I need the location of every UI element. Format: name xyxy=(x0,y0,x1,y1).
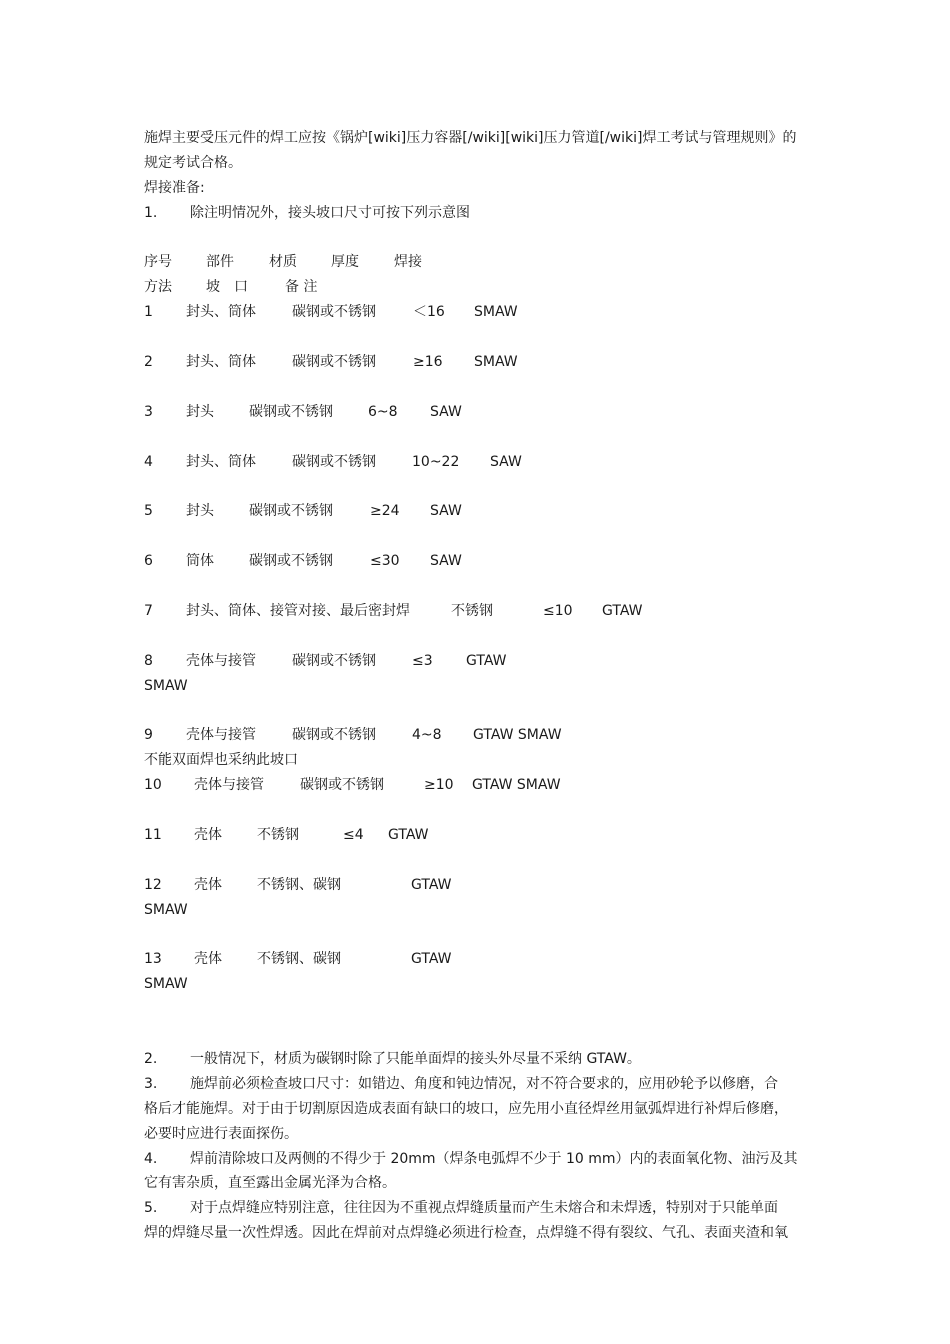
table-cell: 4~8 xyxy=(412,727,442,744)
list-item-number: 5. xyxy=(144,1200,158,1217)
table-cell: 碳钢或不锈钢 xyxy=(249,553,333,570)
table-row-continuation: SMAW xyxy=(144,976,188,993)
table-cell: 封头、筒体 xyxy=(186,354,256,371)
blank-line xyxy=(144,848,810,873)
table-cell: GTAW xyxy=(411,951,452,968)
table-cell: 10~22 xyxy=(412,453,460,470)
table-cell: 封头、筒体 xyxy=(186,304,256,321)
blank-line xyxy=(144,698,810,723)
list-item-text: 焊前清除坡口及两侧的不得少于 20mm（焊条电弧焊不少于 10 mm）内的表面氧化物、油污及其 xyxy=(190,1150,798,1167)
list-item-number: 3. xyxy=(144,1075,158,1092)
blank-line xyxy=(144,1022,810,1047)
table-cell: 不锈钢 xyxy=(257,826,299,843)
table-body xyxy=(144,300,810,1022)
table-cell: 2 xyxy=(144,354,153,371)
table-row xyxy=(144,549,810,574)
table-header-row xyxy=(144,275,810,300)
table-cell: 壳体 xyxy=(194,951,222,968)
table-cell: 壳体与接管 xyxy=(194,777,264,794)
table-cell: 壳体 xyxy=(194,876,222,893)
table-cell: ≥16 xyxy=(413,354,443,371)
list-item-number: 2. xyxy=(144,1050,158,1067)
blank-line xyxy=(144,325,810,350)
list-item-line xyxy=(144,1072,810,1097)
table-cell: 不锈钢、碳钢 xyxy=(257,951,341,968)
table-cell: 碳钢或不锈钢 xyxy=(292,453,376,470)
table-cell: 碳钢或不锈钢 xyxy=(292,304,376,321)
table-cell: 13 xyxy=(144,951,162,968)
list-item-line xyxy=(144,1047,810,1072)
table-row xyxy=(144,599,810,624)
list-item-text: 格后才能施焊。对于由于切割原因造成表面有缺口的坡口，应先用小直径焊丝用氩弧焊进行补焊后修磨， xyxy=(144,1100,788,1117)
table-cell: 壳体与接管 xyxy=(186,652,256,669)
table-header-cell: 备 注 xyxy=(285,279,318,296)
table-row xyxy=(144,350,810,375)
table-row xyxy=(144,873,810,898)
blank-line xyxy=(144,798,810,823)
list-item-text: 必要时应进行表面探伤。 xyxy=(144,1125,298,1142)
table-cell: ≤4 xyxy=(343,826,364,843)
table-cell: 碳钢或不锈钢 xyxy=(300,777,384,794)
table-row-continuation: 不能双面焊也采纳此坡口 xyxy=(144,752,298,769)
table-cell: SMAW xyxy=(474,304,518,321)
table-cell: 12 xyxy=(144,876,162,893)
table-cell: 5 xyxy=(144,503,153,520)
table-cell: GTAW xyxy=(602,602,643,619)
table-cell: ＜16 xyxy=(413,304,445,321)
list-item-text: 焊的焊缝尽量一次性焊透。因此在焊前对点焊缝必须进行检查，点焊缝不得有裂纹、气孔、表面夹渣和氧 xyxy=(144,1225,788,1242)
table-row-continuation: SMAW xyxy=(144,677,188,694)
table-header-cell: 材质 xyxy=(269,254,297,271)
blank-line xyxy=(144,226,810,251)
table-cell: 6 xyxy=(144,553,153,570)
table-header-cell: 坡 口 xyxy=(206,279,248,296)
table-row xyxy=(144,649,810,674)
list-item-line xyxy=(144,1221,810,1246)
table-cell: SMAW xyxy=(474,354,518,371)
table-row xyxy=(144,400,810,425)
list-item-text: 它有害杂质，直至露出金属光泽为合格。 xyxy=(144,1175,396,1192)
table-cell: GTAW xyxy=(466,652,507,669)
table-cell: ≤10 xyxy=(543,602,573,619)
list-item xyxy=(144,201,810,226)
list-item-line xyxy=(144,1122,810,1147)
intro-line: 规定考试合格。 xyxy=(144,154,242,171)
table-row xyxy=(144,300,810,325)
table-cell: SAW xyxy=(490,453,522,470)
table-cell: SAW xyxy=(430,553,462,570)
table-header-cell: 焊接 xyxy=(394,254,422,271)
table-cell: 4 xyxy=(144,453,153,470)
list-item-number: 4. xyxy=(144,1150,158,1167)
list-item-line xyxy=(144,1147,810,1172)
table-cell: 碳钢或不锈钢 xyxy=(292,652,376,669)
table-cell: 壳体 xyxy=(194,826,222,843)
blank-line xyxy=(144,425,810,450)
table-header-cell: 序号 xyxy=(144,254,172,271)
intro-line: 施焊主要受压元件的焊工应按《锅炉[wiki]压力容器[/wiki][wiki]压力管道[/wiki]焊工考试与管理规则》的 xyxy=(144,130,797,146)
blank-line xyxy=(144,574,810,599)
table-row xyxy=(144,823,810,848)
table-cell: ≥10 xyxy=(424,777,454,794)
table-cell: GTAW SMAW xyxy=(472,777,561,794)
table-cell: SAW xyxy=(430,503,462,520)
table-cell: ≥24 xyxy=(370,503,400,520)
table-cell: GTAW xyxy=(411,876,452,893)
table-row xyxy=(144,450,810,475)
numbered-list xyxy=(144,1047,810,1246)
table-row-continuation: SMAW xyxy=(144,901,188,918)
table-cell: 碳钢或不锈钢 xyxy=(292,354,376,371)
list-item-line xyxy=(144,1196,810,1221)
table-cell: 10 xyxy=(144,777,162,794)
list-item-text: 一般情况下，材质为碳钢时除了只能单面焊的接头外尽量不采纳 GTAW。 xyxy=(190,1050,641,1067)
blank-line xyxy=(144,624,810,649)
list-item-text: 对于点焊缝应特别注意，往往因为不重视点焊缝质量而产生未熔合和未焊透，特别对于只能单面 xyxy=(190,1200,778,1217)
table-row xyxy=(144,499,810,524)
list-item-number: 1. xyxy=(144,204,158,221)
table-row xyxy=(144,773,810,798)
list-item-text: 除注明情况外，接头坡口尺寸可按下列示意图 xyxy=(190,204,470,221)
table-cell: 碳钢或不锈钢 xyxy=(249,503,333,520)
list-item-line xyxy=(144,1097,810,1122)
blank-line xyxy=(144,923,810,948)
table-header-row xyxy=(144,250,810,275)
blank-line xyxy=(144,474,810,499)
blank-line xyxy=(144,997,810,1022)
table-cell: 壳体与接管 xyxy=(186,727,256,744)
table-cell: 1 xyxy=(144,304,153,321)
table-cell: SAW xyxy=(430,403,462,420)
table-cell: 6~8 xyxy=(368,403,398,420)
table-cell: ≤30 xyxy=(370,553,400,570)
table-cell: 9 xyxy=(144,727,153,744)
table-cell: 不锈钢 xyxy=(451,602,493,619)
table-cell: 封头 xyxy=(186,403,214,420)
table-cell: 3 xyxy=(144,403,153,420)
table-cell: 7 xyxy=(144,602,153,619)
table-cell: 11 xyxy=(144,826,162,843)
document-body xyxy=(144,126,810,1246)
table-cell: GTAW xyxy=(388,826,429,843)
table-cell: 筒体 xyxy=(186,553,214,570)
table-header-cell: 方法 xyxy=(144,279,172,296)
blank-line xyxy=(144,524,810,549)
table-cell: ≤3 xyxy=(412,652,433,669)
table-header-cell: 厚度 xyxy=(331,254,359,271)
section-heading: 焊接准备: xyxy=(144,179,205,196)
table-cell: 封头、筒体、接管对接、最后密封焊 xyxy=(186,602,410,619)
table-cell: 碳钢或不锈钢 xyxy=(292,727,376,744)
table-cell: 不锈钢、碳钢 xyxy=(257,876,341,893)
table-cell: 碳钢或不锈钢 xyxy=(249,403,333,420)
list-item-text: 施焊前必须检查坡口尺寸：如错边、角度和钝边情况，对不符合要求的，应用砂轮予以修磨，合 xyxy=(190,1075,778,1092)
blank-line xyxy=(144,375,810,400)
table-row xyxy=(144,947,810,972)
table-row xyxy=(144,723,810,748)
table-cell: 封头、筒体 xyxy=(186,453,256,470)
list-item-line xyxy=(144,1171,810,1196)
table-cell: GTAW SMAW xyxy=(473,727,562,744)
table-cell: 封头 xyxy=(186,503,214,520)
table-cell: 8 xyxy=(144,652,153,669)
table-header-cell: 部件 xyxy=(206,254,234,271)
